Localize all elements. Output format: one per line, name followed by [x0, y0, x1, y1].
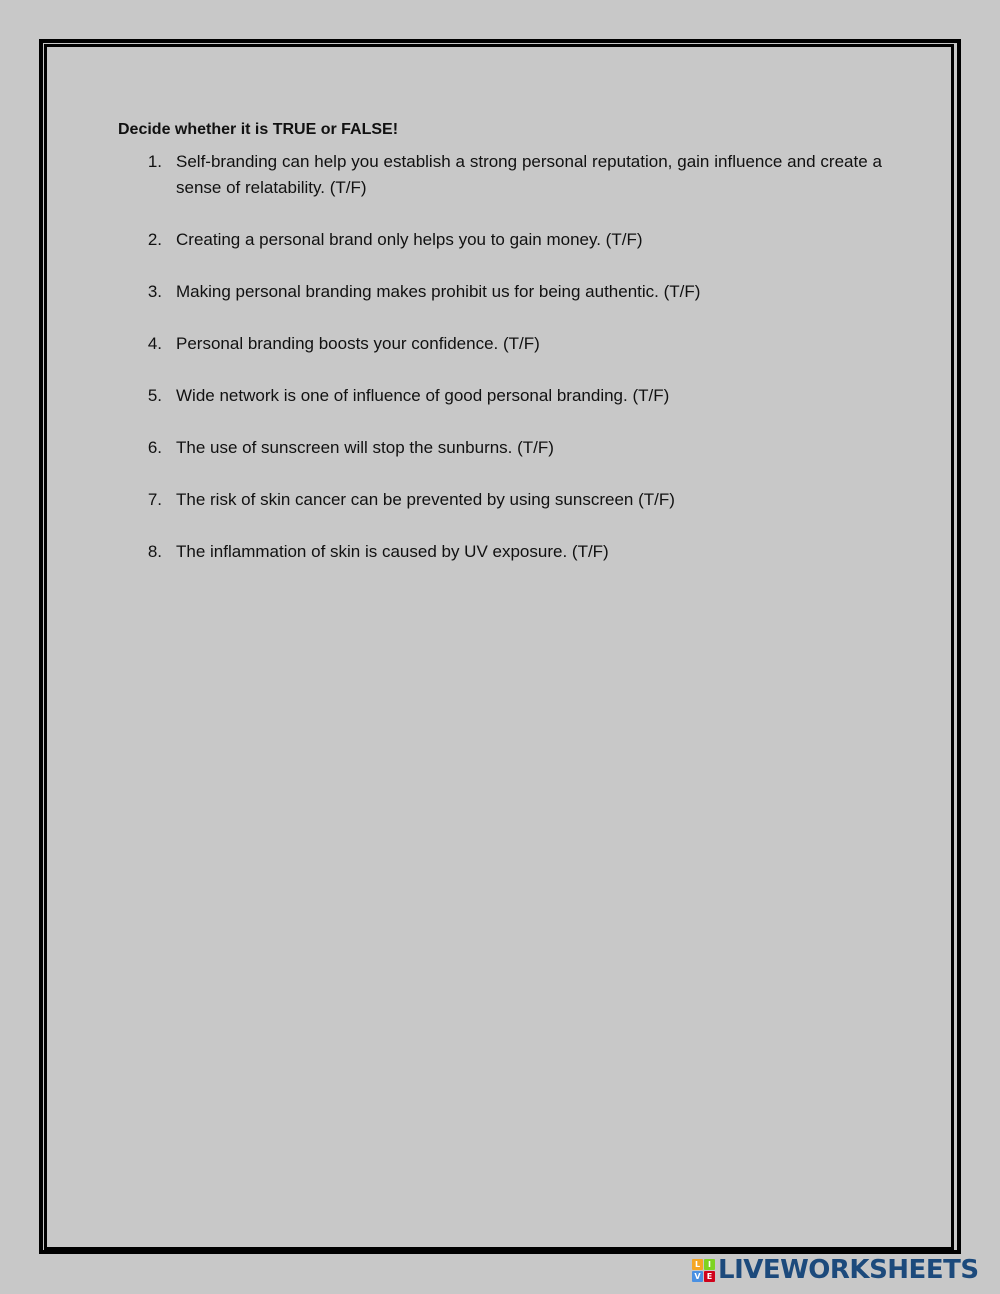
liveworksheets-logo: [692, 1256, 979, 1284]
question-item: [118, 383, 882, 409]
question-item: [118, 487, 882, 513]
question-item: [118, 539, 882, 565]
logo-wordmark: LIVEWORKSHEETS: [718, 1255, 979, 1285]
logo-tiles-icon: [692, 1259, 715, 1282]
question-item: [118, 149, 882, 201]
question-number: 7.: [147, 490, 162, 509]
question-text: Self-branding can help you establish a strong personal reputation, gain influence and create a sense of relatability. (T/F): [176, 152, 882, 197]
question-number: 3.: [147, 282, 162, 301]
question-item: [118, 279, 882, 305]
question-text: Creating a personal brand only helps you to gain money. (T/F): [176, 230, 643, 249]
question-number: 6.: [147, 438, 162, 457]
question-text: The inflammation of skin is caused by UV exposure. (T/F): [176, 542, 609, 561]
question-text: Wide network is one of influence of good personal branding. (T/F): [176, 386, 670, 405]
question-list: [118, 149, 882, 565]
question-number: 1.: [147, 152, 162, 171]
question-text: The use of sunscreen will stop the sunburns. (T/F): [176, 438, 554, 457]
question-item: [118, 435, 882, 461]
logo-tile: L: [692, 1259, 703, 1270]
question-number: 2.: [147, 230, 162, 249]
worksheet-heading: Decide whether it is TRUE or FALSE!: [118, 121, 399, 138]
question-number: 8.: [147, 542, 162, 561]
logo-tile: E: [704, 1271, 715, 1282]
question-item: [118, 227, 882, 253]
logo-tile: V: [692, 1271, 703, 1282]
worksheet-content: [118, 119, 882, 591]
question-number: 4.: [147, 334, 162, 353]
question-number: 5.: [147, 386, 162, 405]
question-text: The risk of skin cancer can be prevented by using sunscreen (T/F): [176, 490, 675, 509]
question-text: Making personal branding makes prohibit us for being authentic. (T/F): [176, 282, 701, 301]
question-item: [118, 331, 882, 357]
logo-tile: I: [704, 1259, 715, 1270]
question-text: Personal branding boosts your confidence. (T/F): [176, 334, 540, 353]
